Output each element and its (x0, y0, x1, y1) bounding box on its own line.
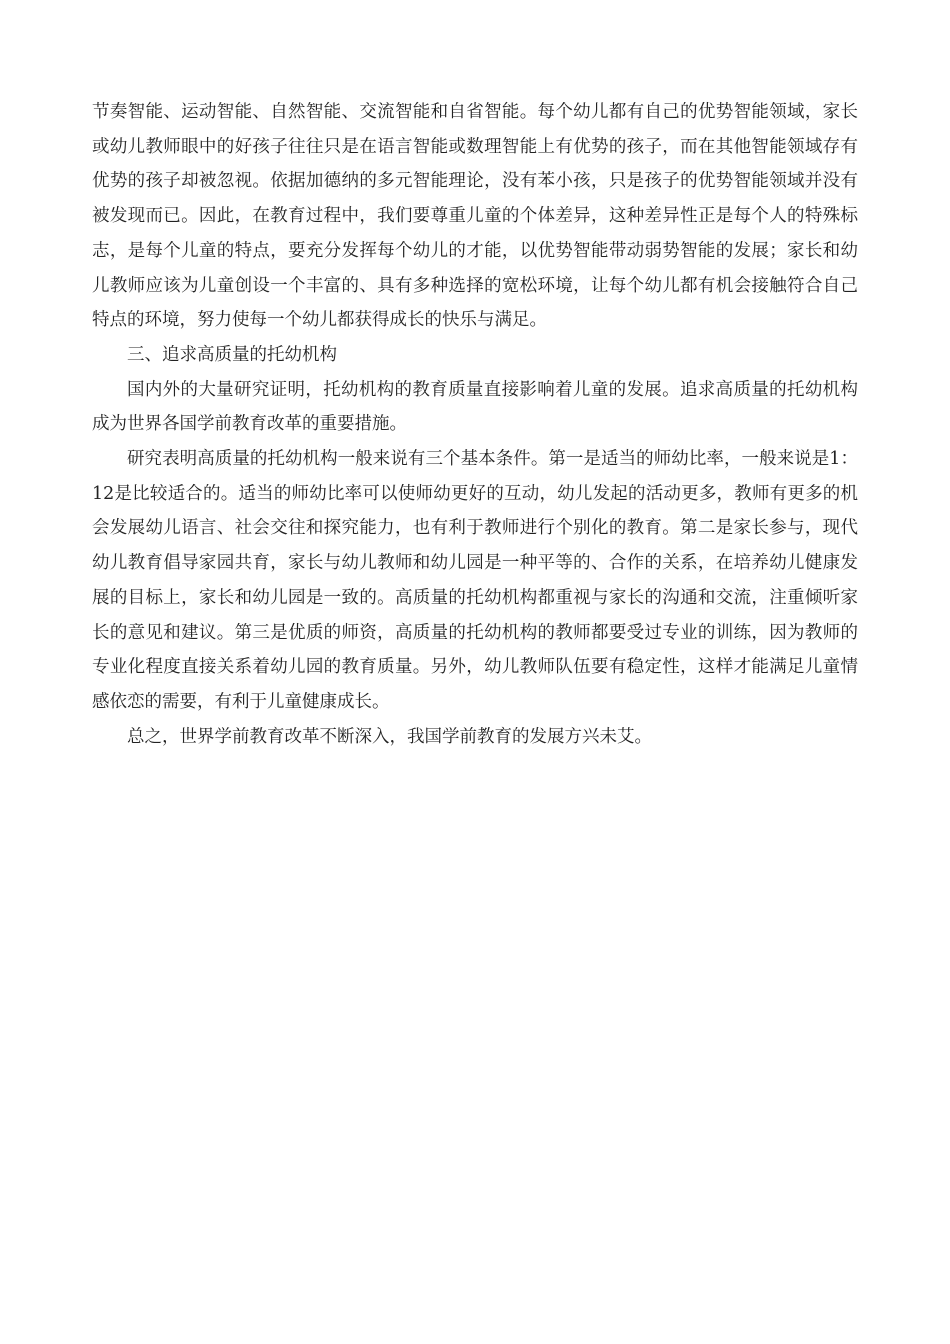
paragraph: 国内外的大量研究证明，托幼机构的教育质量直接影响着儿童的发展。追求高质量的托幼机构成为世界各国学前教育改革的重要措施。 (92, 379, 858, 435)
paragraph-continuation: 节奏智能、运动智能、自然智能、交流智能和自省智能。每个幼儿都有自己的优势智能领域，家长或幼儿教师眼中的好孩子往往只是在语言智能或数理智能上有优势的孩子，而在其他智能领域存有优势的孩子却被忽视。依据加德纳的多元智能理论，没有苯小孩，只是孩子的优势智能领域并没有被发现而已。因此，在教育过程中，我们要尊重儿童的个体差异，这种差异性正是每个人的特殊标志，是每个儿童的特点，要充分发挥每个幼儿的才能，以优势智能带动弱势智能的发展；家长和幼儿教师应该为儿童创设一个丰富的、具有多种选择的宽松环境，让每个幼儿都有机会接触符合自己特点的环境，努力使每一个幼儿都获得成长的快乐与满足。 (92, 102, 858, 331)
paragraph: 研究表明高质量的托幼机构一般来说有三个基本条件。第一是适当的师幼比率，一般来说是1：12是比较适合的。适当的师幼比率可以使师幼更好的互动，幼儿发起的活动更多，教师有更多的机会发展幼儿语言、社会交往和探究能力，也有利于教师进行个别化的教育。第二是家长参与，现代幼儿教育倡导家园共育，家长与幼儿教师和幼儿园是一种平等的、合作的关系，在培养幼儿健康发展的目标上，家长和幼儿园是一致的。高质量的托幼机构都重视与家长的沟通和交流，注重倾听家长的意见和建议。第三是优质的师资，高质量的托幼机构的教师都要受过专业的训练，因为教师的专业化程度直接关系着幼儿园的教育质量。另外，幼儿教师队伍要有稳定性，这样才能满足儿童情感依恋的需要，有利于儿童健康成长。 (92, 449, 858, 712)
paragraph-conclusion: 总之，世界学前教育改革不断深入，我国学前教育的发展方兴未艾。 (127, 726, 652, 747)
section-heading: 三、追求高质量的托幼机构 (127, 344, 337, 365)
document-body (92, 95, 858, 754)
